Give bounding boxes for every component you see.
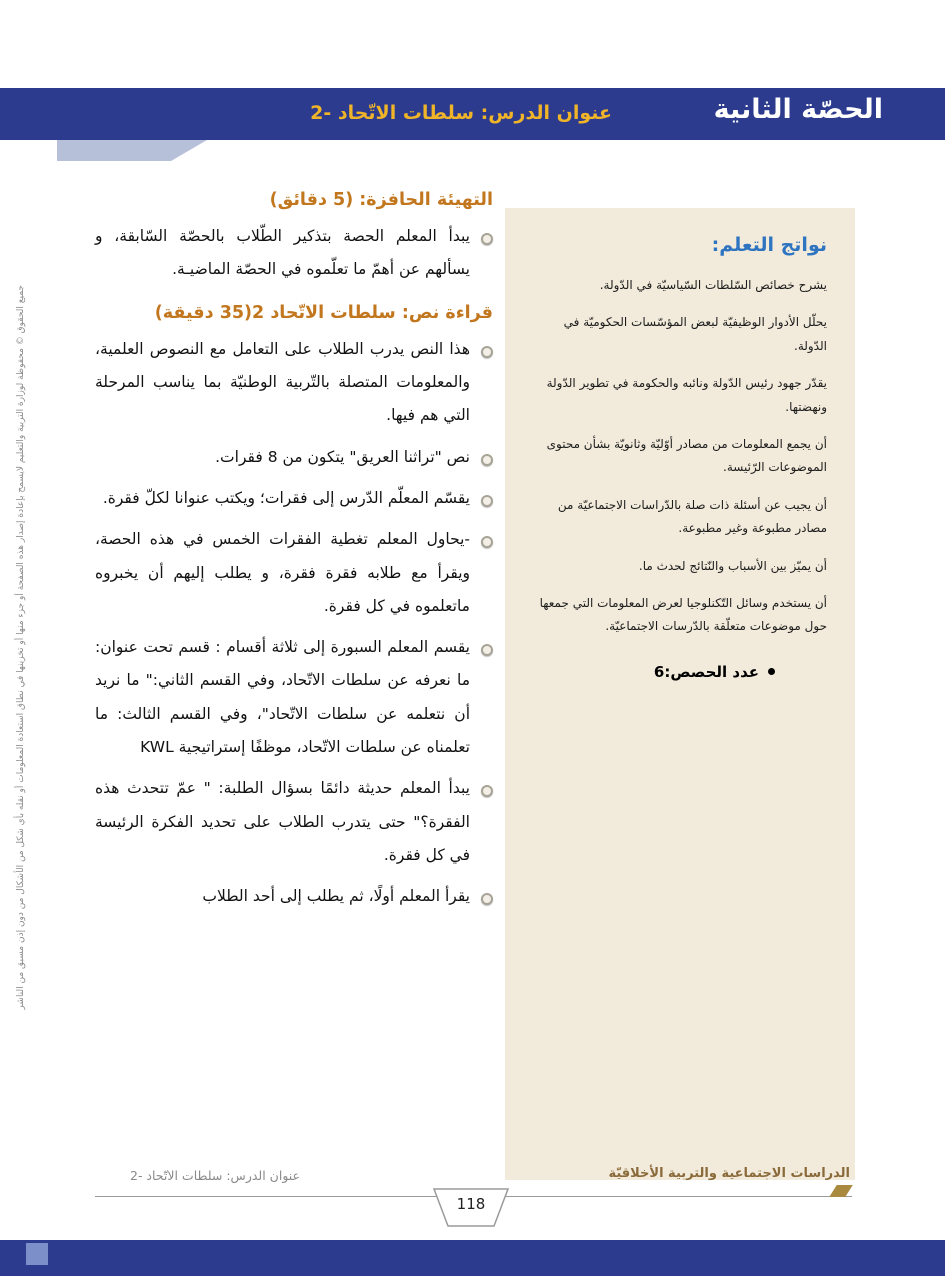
ring-bullet-icon: [481, 893, 493, 905]
footer-lesson-title: عنوان الدرس: سلطات الاتّحاد -2: [130, 1168, 301, 1183]
section-heading-warmup: التهيئة الحافزة: (5 دقائق): [269, 190, 493, 210]
outcome-item: أن يستخدم وسائل التّكنلوجيا لعرض المعلومات التي جمعها حول موضوعات متعلّقة بالدّرسات الاجتماعيّة.: [539, 595, 827, 634]
bullet-item-text: يبدأ المعلم الحصة بتذكير الطّلاب بالحصّة السّابقة، و يسألهم عن أهمّ ما تعلّموه في الحصّة الماضيـة.: [95, 227, 470, 279]
bullet-item: [95, 441, 493, 474]
lesson-title: عنوان الدرس: سلطات الاتّحاد -2: [310, 102, 612, 124]
learning-outcomes-panel: [505, 208, 855, 1180]
bullet-item: [95, 333, 493, 433]
outcome-item: يحلّل الأدوار الوظيفيّة لبعض المؤسّسات الحكوميّة في الدّولة.: [563, 315, 827, 353]
bullet-item-text: يبدأ المعلم حديثة دائمًا بسؤال الطلبة: " عمّ تتحدث هذه الفقرة؟" حتى يتدرب الطلاب على تحديد الفكرة الرئيسة في كل فقرة.: [95, 779, 470, 864]
ring-bullet-icon: [481, 536, 493, 548]
bullet-item: [95, 772, 493, 872]
header-ribbon-shape: [57, 140, 207, 161]
bullet-item-text: يقسم المعلم السبورة إلى ثلاثة أقسام : قسم تحت عنوان: ما نعرفه عن سلطات الاتّحاد، وفي القسم الثاني:" ما نريد أن نتعلمه عن سلطات الاتّحاد"، وفي القسم الثالث: ما تعلمناه عن سلطات الاتّحاد، موظفًا إستراتيجية KWL: [95, 638, 470, 757]
bullet-item: [95, 482, 493, 515]
ring-bullet-icon: [481, 644, 493, 656]
copyright-vertical-text: جميع الحقوق © محفوظة لوزارة التربية والتعليم لايسمح بإعادة إصدار هذه الصفحة أو جزء منها أو تخزينها في نطاق استعادة المعلومات أو نقله بأي شكل من الأشكال من دون إذن مسبق من الناشر: [16, 285, 26, 1010]
header-band: [0, 88, 945, 140]
bullet-item-text: -يحاول المعلم تغطية الفقرات الخمس في هذه الحصة، ويقرأ مع طلابه فقرة فقرة، و يطلب إليهم أن يخبروه ماتعلموه في كل فقرة.: [95, 530, 470, 615]
main-content: [95, 190, 493, 922]
bullet-item: [95, 220, 493, 287]
sessions-count: [533, 663, 827, 681]
bullet-dot-icon: [768, 668, 775, 675]
outcome-item: أن يجيب عن أسئلة ذات صلة بالدّراسات الاجتماعيّة من مصادر مطبوعة وغير مطبوعة.: [557, 497, 827, 536]
ring-bullet-icon: [481, 454, 493, 466]
outcome-item: أن يميّز بين الأسباب والنّتائج لحدث ما.: [638, 558, 827, 573]
bullet-item-text: نص "تراثنا العريق" يتكون من 8 فقرات.: [215, 447, 470, 466]
bullet-item: [95, 523, 493, 623]
bullet-item: [95, 631, 493, 764]
sessions-count-label: عدد الحصص:6: [653, 662, 759, 681]
page-number: 118: [456, 1195, 486, 1213]
page-number-badge: [432, 1188, 510, 1230]
session-title: الحصّة الثانية: [713, 94, 883, 125]
bullet-item-text: هذا النص يدرب الطلاب على التعامل مع النصوص العلمية، والمعلومات المتصلة بالتّربية الوطنيّة بما يناسب المرحلة التي هم فيها.: [95, 339, 470, 425]
bullet-item: [95, 880, 493, 913]
footer-subject-title: الدراسات الاجتماعية والتربية الأخلاقيّة: [608, 1166, 850, 1181]
ring-bullet-icon: [481, 233, 493, 245]
section-heading-reading: قراءة نص: سلطات الاتّحاد 2(35 دقيقة): [154, 302, 493, 323]
bullet-item-text: يقسّم المعلّم الدّرس إلى فقرات؛ ويكتب عنوانا لكلّ فقرة.: [102, 488, 470, 507]
bottom-bar-accent-square: [26, 1243, 48, 1265]
ring-bullet-icon: [481, 495, 493, 507]
outcomes-title: نواتج التعلم:: [711, 234, 827, 256]
outcome-item: يقدّر جهود رئيس الدّولة ونائبه والحكومة في تطوير الدّولة ونهضتها.: [546, 376, 827, 414]
ring-bullet-icon: [481, 785, 493, 797]
outcome-item: أن يجمع المعلومات من مصادر أوّليّة وثانويّة بشأن محتوى الموضوعات الرّئيسة.: [546, 436, 827, 475]
bottom-bar: [0, 1240, 945, 1276]
outcome-item: يشرح خصائص السّلطات السّياسيّة في الدّولة.: [599, 278, 827, 292]
bullet-item-text: يقرأ المعلم أولًا، ثم يطلب إلى أحد الطلاب: [202, 887, 470, 906]
ring-bullet-icon: [481, 346, 493, 358]
